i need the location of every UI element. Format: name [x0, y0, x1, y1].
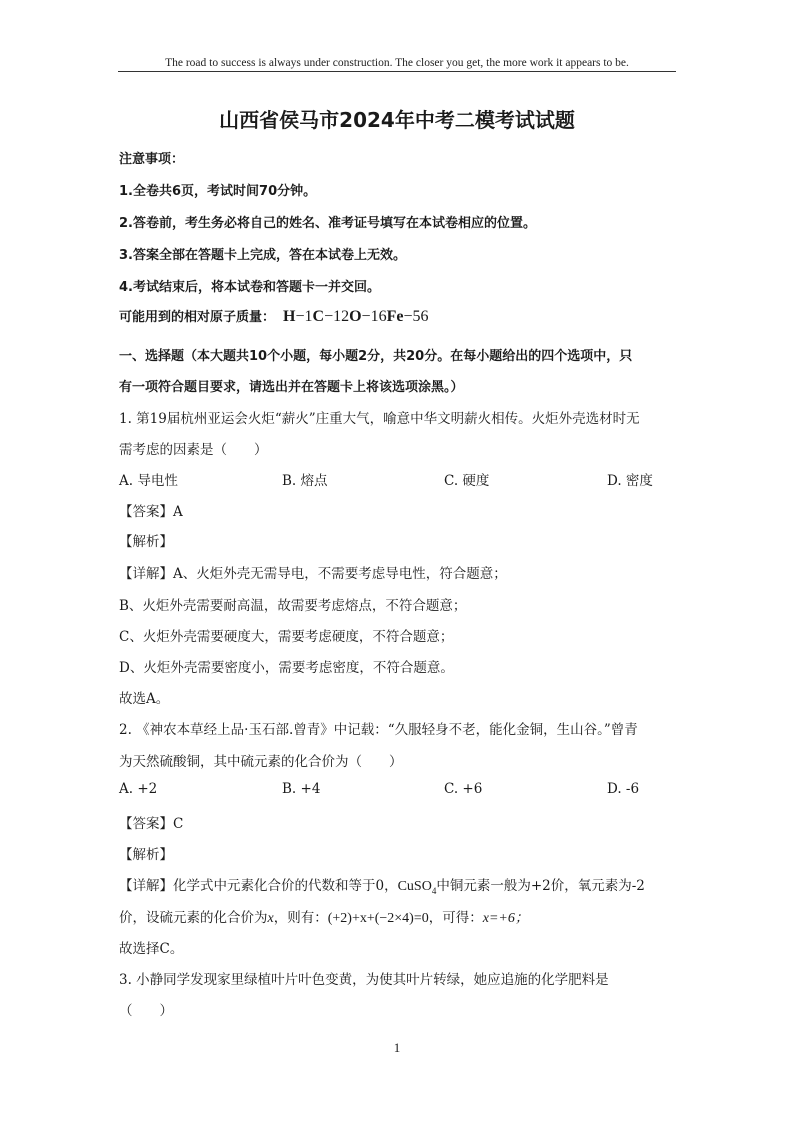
q2-stem-line-1: 2. 《神农本草经上品·玉石部.曾青》中记载：“久服轻身不老，能化金铜，生山谷。”曾青 [119, 722, 638, 738]
page-number: 1 [393, 1040, 401, 1055]
q1-stem-line-2: 需考虑的因素是（ ） [119, 442, 268, 458]
q3-stem-line-2: （ ） [119, 1003, 173, 1019]
section1-line-1: 一、选择题（本大题共10个小题，每小题2分，共20分。在每小题给出的四个选项中，只 [119, 349, 633, 364]
cuso4-formula: CuSO$_4$ [397, 879, 437, 896]
q2-answer: 【答案】C [119, 816, 184, 832]
q1-option-c: C. 硬度 [444, 473, 490, 489]
valence-equation: (+2)+x+(−2×4)=0 [327, 911, 429, 926]
atomic-mass-line [119, 306, 428, 326]
q1-conclusion: 故选A。 [119, 691, 170, 707]
q2-option-a: A. +2 [119, 781, 158, 797]
q1-stem-line-1: 1. 第19届杭州亚运会火炬“薪火”庄重大气，喻意中华文明薪火相传。火炬外壳选材时无 [119, 411, 640, 427]
header-motto: The road to success is always under construction. The closer you get, the more work it appears to be. [165, 57, 629, 69]
q2-stem-line-2: 为天然硫酸铜，其中硫元素的化合价为（ ） [119, 754, 403, 770]
q2-option-d: D. -6 [607, 781, 640, 797]
q2-option-c: C. +6 [444, 781, 483, 797]
q1-answer: 【答案】A [119, 504, 183, 520]
q1-detail-2: B、火炬外壳需要耐高温，故需要考虑熔点，不符合题意； [119, 598, 467, 614]
q1-option-b: B. 熔点 [282, 473, 328, 489]
q3-stem-line-1: 3. 小静同学发现家里绿植叶片叶色变黄，为使其叶片转绿，她应追施的化学肥料是 [119, 972, 609, 988]
header-rule [118, 71, 676, 72]
result-value: x=+6； [482, 911, 529, 926]
q1-option-a: A. 导电性 [119, 473, 178, 489]
atomic-mass-label: 可能用到的相对原子质量： [119, 310, 276, 325]
q2-option-b: B. +4 [282, 781, 321, 797]
notice-item-3: 3.答案全部在答题卡上完成，答在本试卷上无效。 [119, 248, 406, 263]
notice-item-2: 2.答卷前，考生务必将自己的姓名、准考证号填写在本试卷相应的位置。 [119, 216, 536, 231]
notice-item-1: 1.全卷共6页，考试时间70分钟。 [119, 184, 317, 199]
q2-conclusion: 故选择C。 [119, 941, 184, 957]
q1-detail-3: C、火炬外壳需要硬度大，需要考虑硬度，不符合题意； [119, 629, 454, 645]
q1-analysis-label: 【解析】 [119, 534, 173, 550]
notice-item-4: 4.考试结束后，将本试卷和答题卡一并交回。 [119, 280, 380, 295]
q2-detail-line-1: 【详解】化学式中元素化合价的代数和等于0，CuSO$_4$中铜元素一般为+2价，氧元素为-2 [119, 878, 645, 896]
page-title: 山西省侯马市2024年中考二模考试试题 [219, 108, 575, 132]
atomic-mass-formula: H−1C−12O−16Fe−56 [283, 308, 429, 325]
q2-detail-line-2: 价，设硫元素的化合价为x，则有：(+2)+x+(−2×4)=0，可得：x=+6； [119, 910, 529, 926]
q2-analysis-label: 【解析】 [119, 847, 173, 863]
section1-line-2: 有一项符合题目要求，请选出并在答题卡上将该选项涂黑。） [119, 380, 464, 395]
q1-detail-4: D、火炬外壳需要密度小，需要考虑密度，不符合题意。 [119, 660, 454, 676]
notice-heading: 注意事项： [119, 152, 185, 167]
q1-detail-1: 【详解】A、火炬外壳无需导电，不需要考虑导电性，符合题意； [119, 566, 507, 582]
q1-option-d: D. 密度 [607, 473, 653, 489]
